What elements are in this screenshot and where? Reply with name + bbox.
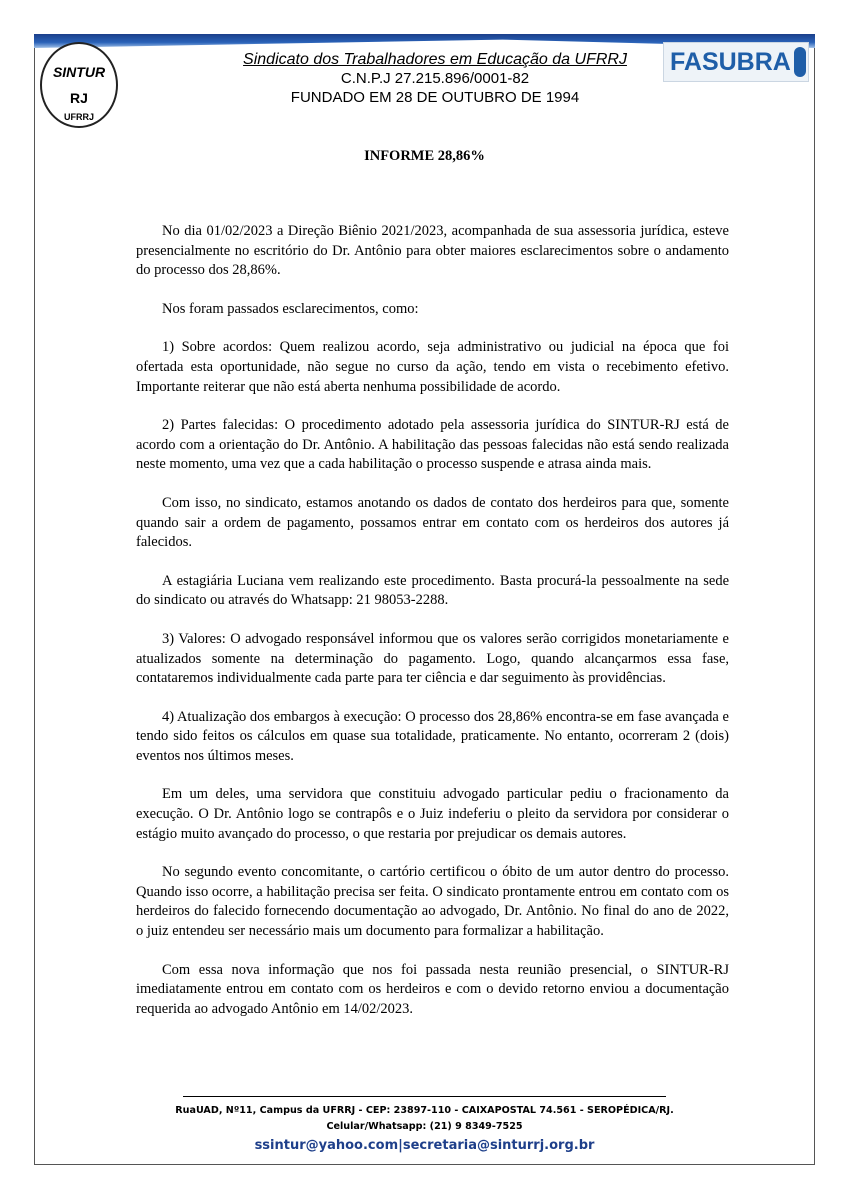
founded-date: FUNDADO EM 28 DE OUTUBRO DE 1994 — [290, 89, 580, 106]
document-title: INFORME 28,86% — [364, 148, 485, 164]
paragraph: A estagiária Luciana vem realizando este procedimento. Basta procurá-la pessoalmente na sede do sindicato ou através do Whatsapp: 21 98053-2288. — [136, 572, 729, 609]
fasubra-logo — [663, 42, 809, 82]
footer-divider — [183, 1096, 666, 1097]
paragraph: Com isso, no sindicato, estamos anotando os dados de contato dos herdeiros para que, somente quando sair a ordem de pagamento, possamos entrar em contato com os herdeiros dos autores já falecidos. — [136, 494, 729, 551]
footer-emails: ssintur@yahoo.com|secretaria@sinturrj.org.br — [254, 1138, 595, 1153]
paragraph: 2) Partes falecidas: O procedimento adotado pela assessoria jurídica do SINTUR-RJ está de acordo com a orientação do Dr. Antônio. A habilitação das pessoas falecidas não está sendo realizada neste momento, uma vez que a cada habilitação o processo suspende e atrasa ainda mais. — [136, 417, 729, 473]
paragraph: No dia 01/02/2023 a Direção Biênio 2021/2023, acompanhada de sua assessoria jurídica, esteve presencialmente no escritório do Dr. Antônio para obter maiores esclarecimentos sobre o andamento do processo dos 28,86%. — [136, 223, 729, 279]
footer — [0, 1096, 849, 1157]
logo-state: RJ — [70, 90, 88, 106]
paragraph: 1) Sobre acordos: Quem realizou acordo, seja administrativo ou judicial na época que foi ofertada esta oportunidade, não segue no curso da ação, tendo em vista o recebimento efetivo. Importante reiterar que não está aberta nenhuma possibilidade de acordo. — [136, 339, 729, 395]
letterhead — [200, 50, 670, 107]
footer-phone: Celular/Whatsapp: (21) 9 8349-7525 — [326, 1121, 523, 1132]
paragraph: Nos foram passados esclarecimentos, como: — [162, 300, 419, 317]
cnpj: C.N.P.J 27.215.896/0001-82 — [340, 70, 530, 87]
document-body — [136, 222, 729, 1038]
paragraph: 3) Valores: O advogado responsável informou que os valores serão corrigidos monetariamente e atualizados somente na determinação do pagamento. Logo, quando alcançarmos essa fase, contataremos individualmente cada parte para ter ciência e dar seguimento às providências. — [136, 630, 729, 687]
paragraph: Com essa nova informação que nos foi passada nesta reunião presencial, o SINTUR-RJ imediatamente entrou em contato com os herdeiros e com o devido retorno enviou a documentação requerida ao advogado Antônio em 14/02/2023. — [136, 961, 729, 1017]
paragraph: No segundo evento concomitante, o cartório certificou o óbito de um autor dentro do processo. Quando isso ocorre, a habilitação precisa ser feita. O sindicato prontamente entrou em contato com os herdeiros do falecido fornecendo documentação ao advogado, Dr. Antônio. No final do ano de 2022, o juiz entendeu ser necessário mais um documento para formalizar a habilitação. — [136, 864, 729, 940]
sintur-logo — [40, 42, 118, 128]
logo-name: SINTUR — [52, 64, 106, 80]
fasubra-emblem — [794, 47, 806, 77]
org-name: Sindicato dos Trabalhadores em Educação da UFRRJ — [243, 51, 627, 68]
paragraph: Em um deles, uma servidora que constituiu advogado particular pediu o fracionamento da execução. O Dr. Antônio logo se contrapôs e o Juiz indeferiu o pleito da servidora por considerar o estágio muito avançado do processo, o que restaria por prejudicar os demais autores. — [136, 786, 729, 842]
fasubra-name: FASUBRA — [670, 48, 791, 76]
footer-address: RuaUAD, Nº11, Campus da UFRRJ - CEP: 23897-110 - CAIXAPOSTAL 74.561 - SEROPÉDICA/RJ. — [175, 1105, 674, 1116]
paragraph: 4) Atualização dos embargos à execução: O processo dos 28,86% encontra-se em fase avançada e tendo sido feitos os cálculos em quase sua totalidade, praticamente. No entanto, ocorreram 2 (dois) eventos nos últimos meses. — [136, 708, 729, 764]
logo-university: UFRRJ — [63, 112, 94, 122]
